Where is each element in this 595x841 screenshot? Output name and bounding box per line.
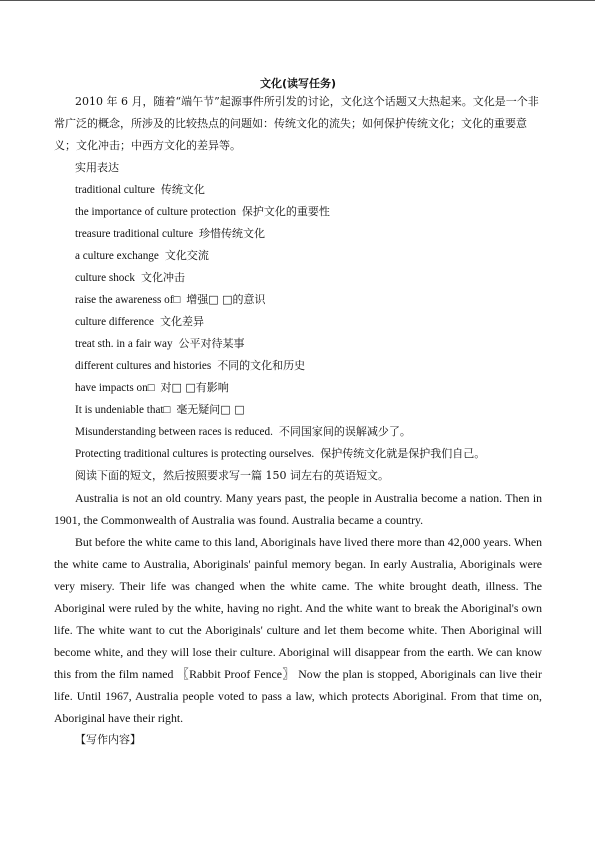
- expression-item: [54, 245, 542, 267]
- expression-zh: 传统文化: [160, 183, 205, 196]
- expression-zh: 不同的文化和历史: [217, 359, 306, 372]
- expression-zh: 珍惜传统文化: [199, 227, 266, 240]
- expression-zh: 保护传统文化就是保护我们自己。: [320, 447, 486, 460]
- expression-item: [54, 311, 542, 333]
- expression-item: [54, 289, 542, 311]
- expression-zh: 不同国家间的误解减少了。: [278, 425, 411, 438]
- expression-en: culture shock: [75, 272, 135, 284]
- section-heading: 【写作内容】: [75, 733, 141, 746]
- expression-zh: 文化交流: [164, 249, 209, 262]
- expression-en: Misunderstanding between races is reduced.: [75, 426, 273, 438]
- expression-zh: 保护文化的重要性: [241, 205, 330, 218]
- expression-en: treasure traditional culture: [75, 228, 194, 240]
- expression-en: different cultures and histories: [75, 360, 212, 372]
- expression-zh: 文化差异: [160, 315, 204, 328]
- expression-en: have impacts on□: [75, 382, 155, 394]
- reading-instruction: 阅读下面的短文，然后按照要求写一篇 150 词左右的英语短文。: [75, 469, 389, 482]
- expression-zh: 毫无疑问□ □: [176, 403, 245, 416]
- expression-item: [54, 377, 542, 399]
- expression-en: Protecting traditional cultures is protecting ourselves.: [75, 448, 315, 460]
- expression-item: [54, 421, 542, 443]
- expression-en: It is undeniable that□: [75, 404, 171, 416]
- expression-en: culture difference: [75, 316, 154, 328]
- expression-zh: 对□ □有影响: [160, 381, 229, 394]
- document-page: [54, 77, 542, 751]
- expression-item: [54, 267, 542, 289]
- expression-en: the importance of culture protection: [75, 206, 236, 218]
- passage-paragraph: Australia is not an old country. Many years past, the people in Australia become a nation. Then in 1901, the Commonwealth of Australia was found. Australia became a country.: [54, 491, 542, 527]
- expression-item: [54, 399, 542, 421]
- document-title: 文化(读写任务): [259, 77, 337, 90]
- expression-zh: 文化冲击: [140, 271, 185, 284]
- expression-zh: 公平对待某事: [178, 337, 245, 350]
- expression-en: a culture exchange: [75, 250, 159, 262]
- expression-item: [54, 179, 542, 201]
- expressions-label: 实用表达: [75, 161, 119, 174]
- expression-en: raise the awareness of□: [75, 294, 181, 306]
- expression-en: traditional culture: [75, 184, 155, 196]
- expression-item: [54, 443, 542, 465]
- expression-zh: 增强□ □的意识: [186, 293, 266, 306]
- expression-item: [54, 355, 542, 377]
- expression-item: [54, 333, 542, 355]
- expression-en: treat sth. in a fair way: [75, 338, 173, 350]
- passage-paragraph: But before the white came to this land, Aboriginals have lived there more than 42,000 years. When the white came to Australia, Aboriginals' painful memory began. In early Australia, Aboriginals were very misery. Their life was changed when the white came. The white brought death, illness. The Aboriginal were ruled by the white, having no right. And the white want to break the Aboriginal's own life. The white want to cut the Aboriginals' culture and let them become white. Then Aboriginal will become white, and they will lose their culture. Aboriginal will disappear from the earth. We can know this from the film named 〖Rabbit Proof Fence〗 Now the plan is stopped, Aboriginals can live their life. Until 1967, Australia people voted to pass a law, which protects Aboriginal. From that time on, Aboriginal have their right.: [54, 535, 542, 725]
- expression-list: [54, 179, 542, 465]
- expression-item: [54, 201, 542, 223]
- intro-paragraph: 2010 年 6 月，随着“端午节”起源事件所引发的讨论，文化这个话题又大热起来。文化是一个非常广泛的概念，所涉及的比较热点的问题如：传统文化的流失；如何保护传统文化；文化的重要意义；文化冲击；中西方文化的差异等。: [54, 95, 539, 152]
- page-top-border: [0, 0, 595, 1]
- expression-item: [54, 223, 542, 245]
